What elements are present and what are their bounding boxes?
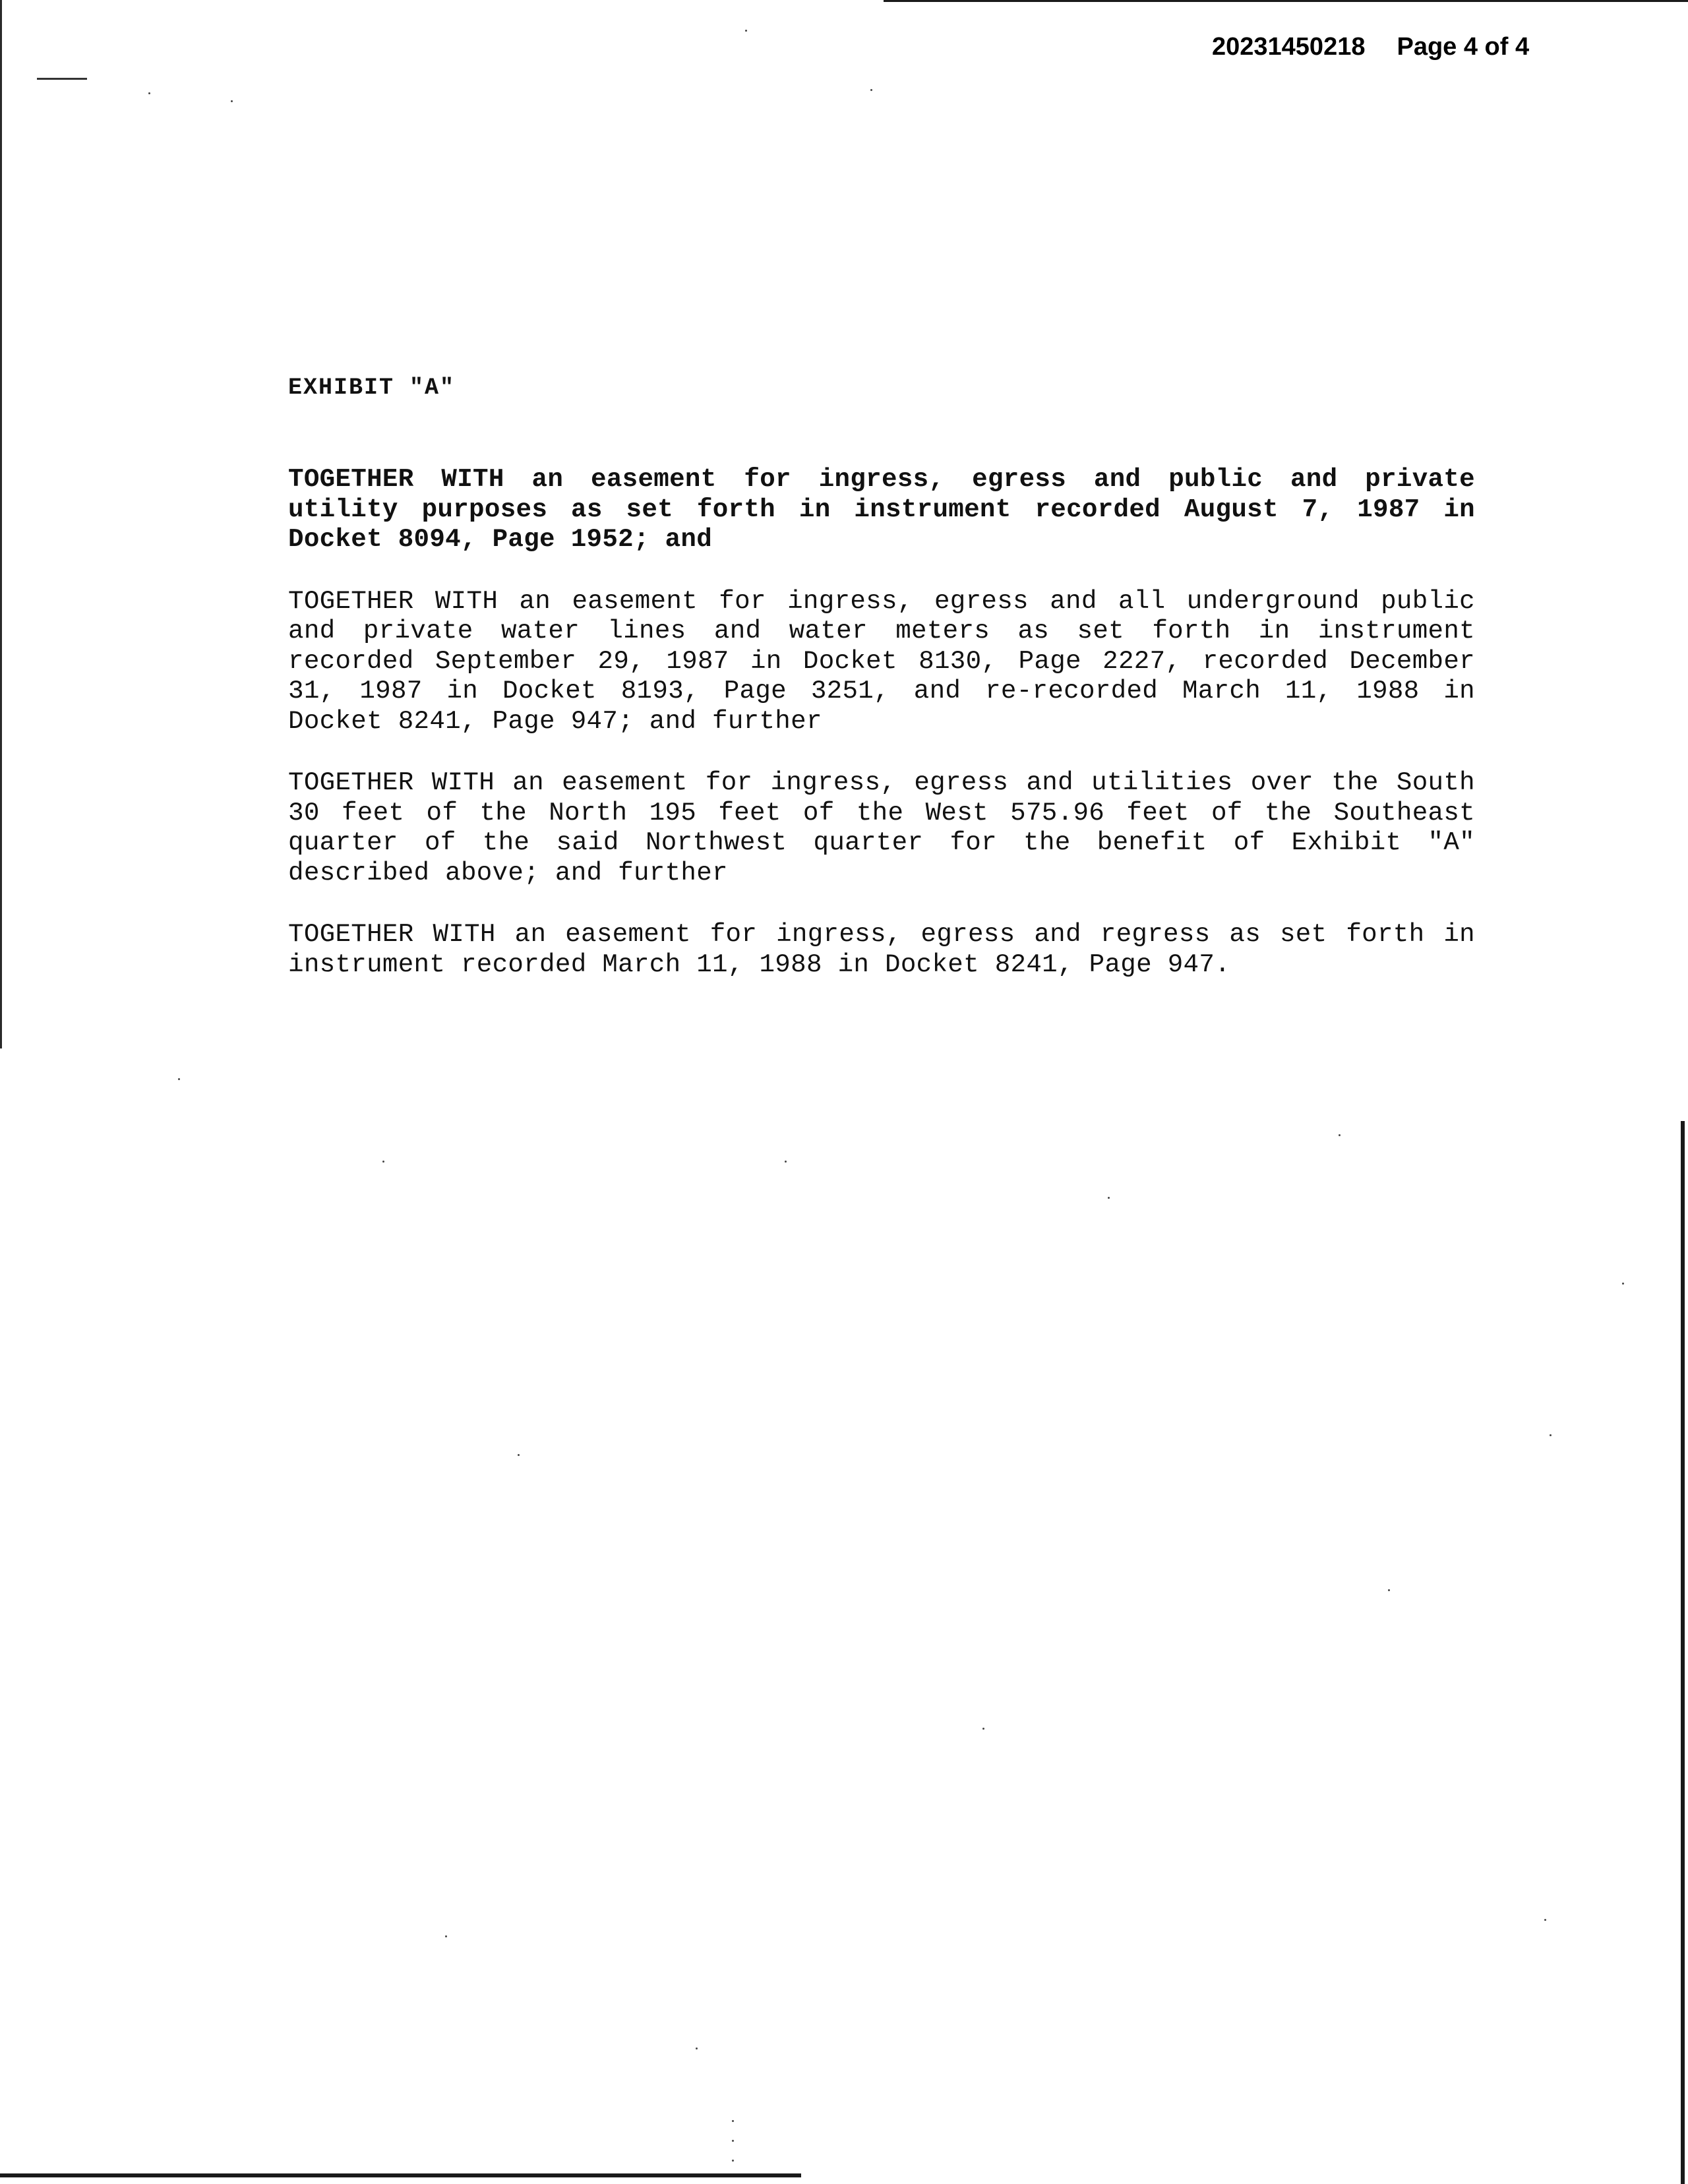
scan-speck: [445, 1935, 447, 1937]
easement-paragraph-2: TOGETHER WITH an easement for ingress, egress and all underground public and private water lines and water meters as set forth in instrument recorded September 29, 1987 in Docket 8130, Page 2227, recorded December 31, 1987 in Docket 8193, Page 3251, and re-recorded March 11, 1988 in Docket 8241, Page 947; and further: [288, 586, 1475, 736]
scan-speck: [178, 1078, 180, 1080]
scan-speck: [870, 89, 872, 91]
easement-paragraph-4: TOGETHER WITH an easement for ingress, egress and regress as set forth in instrument recorded March 11, 1988 in Docket 8241, Page 947.: [288, 919, 1475, 979]
scan-speck: [1622, 1283, 1624, 1285]
scan-speck: [732, 2140, 734, 2142]
scan-speck: [1550, 1434, 1552, 1436]
scan-speck: [982, 1728, 984, 1730]
scan-speck: [1108, 1197, 1110, 1199]
scan-speck: [745, 30, 747, 32]
scan-edge-bottom: [0, 2173, 801, 2177]
document-body: [288, 464, 1475, 1011]
scan-speck: [785, 1161, 787, 1163]
scan-speck: [1388, 1589, 1390, 1591]
easement-paragraph-1: TOGETHER WITH an easement for ingress, egress and public and private utility purposes as set forth in instrument recorded August 7, 1987 in Docket 8094, Page 1952; and: [288, 464, 1475, 554]
easement-paragraph-3: TOGETHER WITH an easement for ingress, egress and utilities over the South 30 feet of the North 195 feet of the West 575.96 feet of the Southeast quarter of the said Northwest quarter for the benefit of Exhibit "A" described above; and further: [288, 768, 1475, 888]
scan-speck: [518, 1454, 520, 1456]
page-header: [1212, 33, 1529, 61]
scan-mark: [37, 78, 87, 80]
scan-speck: [732, 2120, 734, 2122]
scan-speck: [231, 100, 233, 102]
page-number: Page 4 of 4: [1397, 33, 1530, 61]
scan-edge-left: [0, 0, 2, 1048]
scan-edge-right: [1681, 1121, 1685, 2184]
scan-speck: [1339, 1134, 1341, 1136]
scan-speck: [382, 1161, 384, 1163]
scan-speck: [1544, 1919, 1546, 1921]
scan-speck: [732, 2160, 734, 2162]
scan-speck: [148, 92, 150, 94]
document-number: 20231450218: [1212, 33, 1366, 61]
exhibit-title: EXHIBIT "A": [288, 375, 456, 401]
scan-speck: [696, 2048, 698, 2049]
scan-edge-top: [884, 0, 1688, 2]
